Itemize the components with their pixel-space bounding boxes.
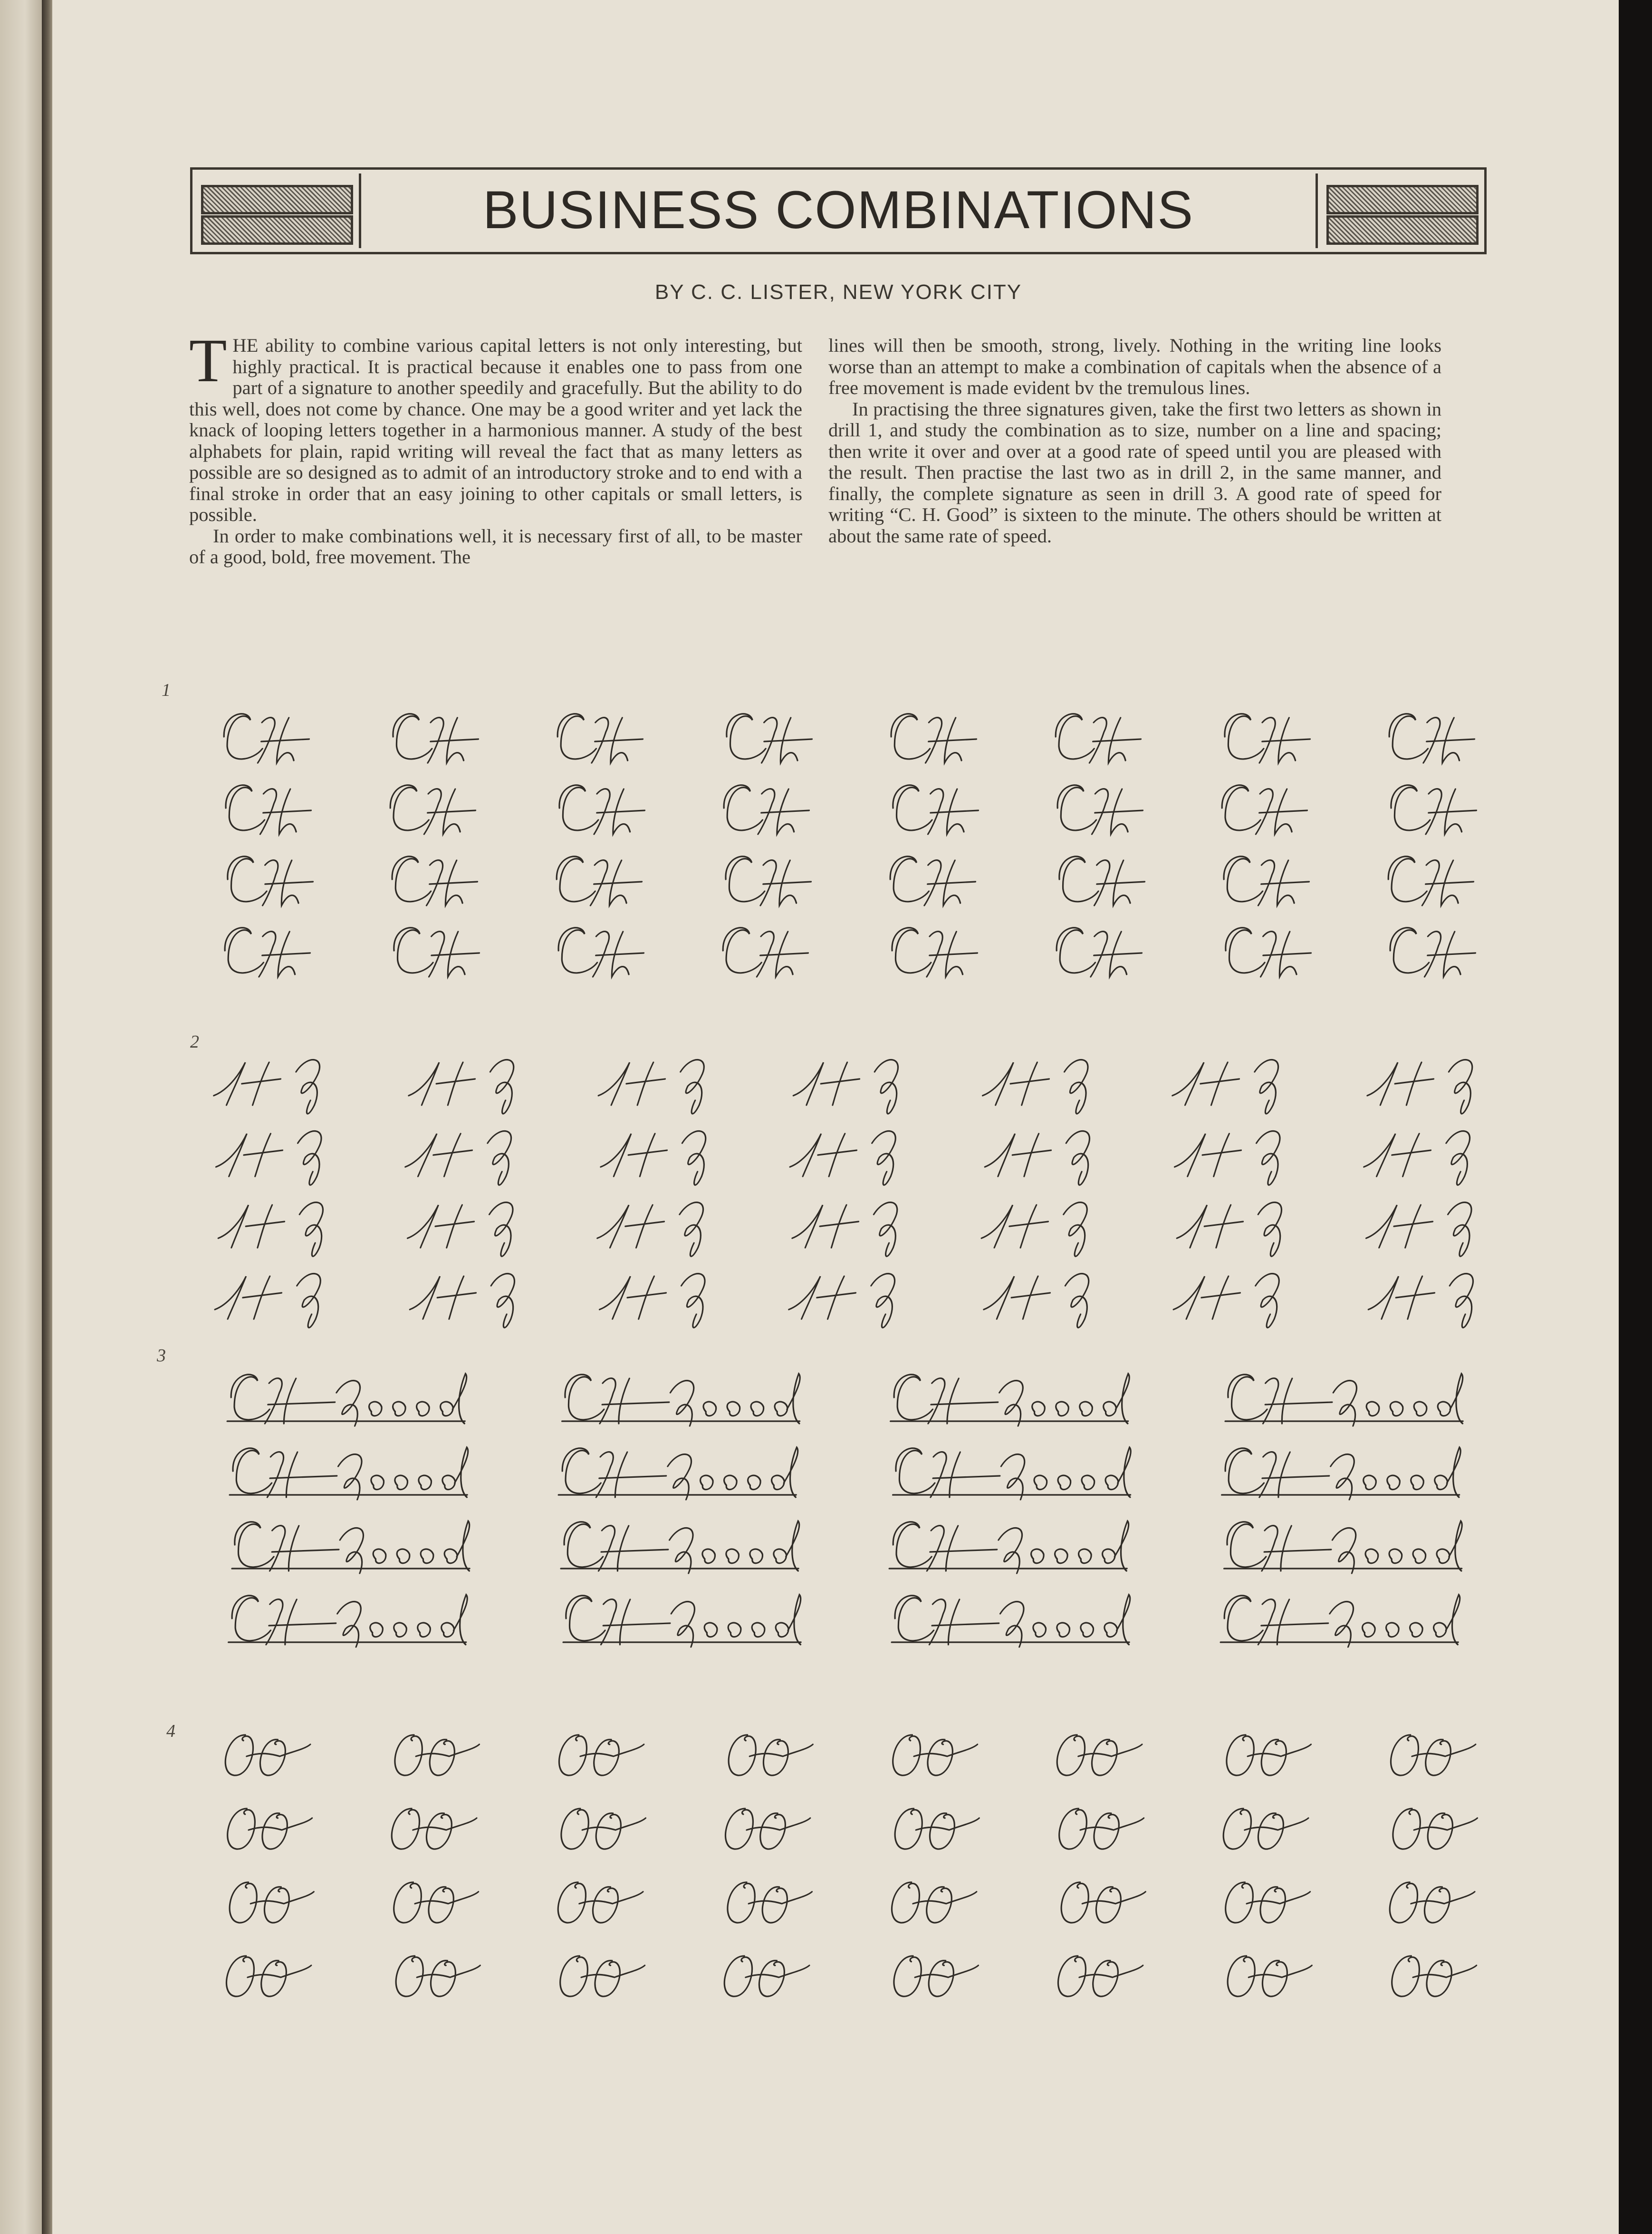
pen-stroke-glyph bbox=[715, 775, 815, 846]
pen-stroke-glyph bbox=[383, 775, 482, 846]
byline: BY C. C. LISTER, NEW YORK CITY bbox=[654, 280, 1022, 304]
script-specimen bbox=[694, 1937, 836, 2008]
pen-stroke-glyph bbox=[216, 775, 316, 846]
script-specimen bbox=[961, 1046, 1118, 1117]
script-specimen bbox=[195, 1512, 509, 1583]
pen-stroke-glyph bbox=[1170, 1257, 1294, 1333]
pen-stroke-glyph bbox=[216, 1716, 316, 1787]
pen-stroke-glyph bbox=[1214, 775, 1314, 846]
script-specimen bbox=[1027, 775, 1169, 846]
pen-stroke-glyph bbox=[787, 1115, 910, 1191]
script-specimen bbox=[578, 1117, 735, 1188]
pen-stroke-glyph bbox=[978, 1115, 1102, 1191]
script-specimen bbox=[1188, 1364, 1502, 1435]
pen-stroke-glyph bbox=[216, 1863, 316, 1935]
script-specimen bbox=[578, 1260, 735, 1331]
pen-stroke-glyph bbox=[549, 1790, 649, 1861]
pen-stroke-glyph bbox=[216, 1937, 316, 2008]
pen-stroke-glyph bbox=[216, 703, 316, 775]
script-specimen bbox=[526, 1512, 840, 1583]
drill-row bbox=[195, 1937, 1502, 2008]
drill-row bbox=[195, 703, 1502, 775]
pen-stroke-glyph bbox=[787, 1257, 910, 1333]
script-specimen bbox=[526, 1364, 840, 1435]
pen-stroke-glyph bbox=[383, 1937, 482, 2008]
drill-row bbox=[195, 1188, 1502, 1260]
script-specimen bbox=[694, 775, 836, 846]
script-specimen bbox=[195, 1260, 352, 1331]
pen-stroke-glyph bbox=[715, 917, 815, 989]
script-specimen bbox=[1359, 846, 1502, 917]
pen-stroke-glyph bbox=[595, 1186, 719, 1262]
hatched-bar bbox=[1326, 185, 1479, 214]
pen-stroke-glyph bbox=[882, 1863, 981, 1935]
script-specimen bbox=[361, 775, 504, 846]
script-specimen bbox=[195, 1188, 352, 1260]
pen-stroke-glyph bbox=[223, 1364, 480, 1435]
script-specimen bbox=[1027, 1863, 1169, 1935]
pen-stroke-glyph bbox=[787, 1186, 910, 1262]
pen-stroke-glyph bbox=[882, 846, 981, 917]
script-specimen bbox=[1188, 1438, 1502, 1509]
pen-stroke-glyph bbox=[1381, 1790, 1480, 1861]
script-specimen bbox=[1359, 1937, 1502, 2008]
pen-stroke-glyph bbox=[549, 1716, 649, 1787]
pen-stroke-glyph bbox=[403, 1257, 527, 1333]
pen-stroke-glyph bbox=[1381, 917, 1480, 989]
hatched-bar bbox=[201, 215, 353, 245]
script-specimen bbox=[1188, 1585, 1502, 1656]
pen-stroke-glyph bbox=[1381, 775, 1480, 846]
pen-stroke-glyph bbox=[1214, 917, 1314, 989]
script-specimen bbox=[528, 1863, 670, 1935]
page-title: BUSINESS COMBINATIONS bbox=[482, 180, 1194, 240]
drill-row bbox=[195, 1512, 1502, 1583]
pen-stroke-glyph bbox=[1362, 1257, 1485, 1333]
script-specimen bbox=[1188, 1512, 1502, 1583]
pen-stroke-glyph bbox=[1217, 1438, 1473, 1509]
drill-number: 4 bbox=[166, 1721, 175, 1741]
script-specimen bbox=[195, 846, 337, 917]
script-specimen bbox=[1345, 1117, 1502, 1188]
script-specimen bbox=[1193, 1716, 1335, 1787]
script-specimen bbox=[526, 1585, 840, 1656]
script-specimen bbox=[1193, 1863, 1335, 1935]
paragraph: lines will then be smooth, strong, lively. Nothing in the writing line looks worse than an attempt to make a combination of capitals when the absence of a free movement is made evident bv the tremulous lines. bbox=[828, 335, 1441, 398]
script-specimen bbox=[361, 1863, 504, 1935]
pen-stroke-glyph bbox=[1214, 846, 1314, 917]
pen-stroke-glyph bbox=[383, 703, 482, 775]
script-specimen bbox=[1359, 775, 1502, 846]
pen-stroke-glyph bbox=[978, 1257, 1102, 1333]
pen-stroke-glyph bbox=[211, 1186, 335, 1262]
script-specimen bbox=[694, 1863, 836, 1935]
drill-row bbox=[195, 1260, 1502, 1331]
drill-row bbox=[195, 1364, 1502, 1435]
script-specimen bbox=[860, 917, 1003, 989]
script-specimen bbox=[361, 917, 504, 989]
pen-stroke-glyph bbox=[549, 775, 649, 846]
pen-stroke-glyph bbox=[1170, 1186, 1294, 1262]
script-specimen bbox=[1193, 846, 1335, 917]
pen-stroke-glyph bbox=[223, 1438, 480, 1509]
script-specimen bbox=[1027, 846, 1169, 917]
pen-stroke-glyph bbox=[1048, 846, 1148, 917]
script-specimen bbox=[1027, 1716, 1169, 1787]
pen-stroke-glyph bbox=[1217, 1585, 1473, 1656]
pen-stroke-glyph bbox=[715, 846, 815, 917]
pen-stroke-glyph bbox=[216, 1790, 316, 1861]
script-specimen bbox=[528, 1716, 670, 1787]
pen-stroke-glyph bbox=[1048, 1716, 1148, 1787]
pen-stroke-glyph bbox=[885, 1585, 1142, 1656]
pen-stroke-glyph bbox=[549, 1937, 649, 2008]
script-specimen bbox=[195, 1863, 337, 1935]
script-specimen bbox=[857, 1438, 1171, 1509]
pen-stroke-glyph bbox=[383, 846, 482, 917]
script-specimen bbox=[1027, 917, 1169, 989]
drop-cap: T bbox=[189, 327, 227, 395]
script-specimen bbox=[386, 1188, 543, 1260]
script-specimen bbox=[1027, 1937, 1169, 2008]
pen-stroke-glyph bbox=[1048, 1790, 1148, 1861]
page bbox=[52, 0, 1619, 2234]
script-specimen bbox=[1193, 703, 1335, 775]
pen-stroke-glyph bbox=[383, 1863, 482, 1935]
script-specimen bbox=[694, 1716, 836, 1787]
paragraph: In order to make combinations well, it is necessary first of all, to be master of a good, bold, free movement. The bbox=[189, 525, 802, 568]
pen-stroke-glyph bbox=[882, 775, 981, 846]
script-specimen bbox=[361, 703, 504, 775]
script-specimen bbox=[195, 1438, 509, 1509]
script-specimen bbox=[361, 1716, 504, 1787]
drill-number: 1 bbox=[162, 680, 171, 700]
pen-stroke-glyph bbox=[216, 846, 316, 917]
pen-stroke-glyph bbox=[549, 703, 649, 775]
pen-stroke-glyph bbox=[216, 917, 316, 989]
pen-stroke-glyph bbox=[383, 1716, 482, 1787]
pen-stroke-glyph bbox=[211, 1043, 335, 1119]
drill-row bbox=[195, 1716, 1502, 1787]
book-gutter bbox=[42, 0, 52, 2234]
script-specimen bbox=[526, 1438, 840, 1509]
script-specimen bbox=[961, 1260, 1118, 1331]
pen-stroke-glyph bbox=[1214, 1790, 1314, 1861]
script-specimen bbox=[195, 1585, 509, 1656]
script-specimen bbox=[1153, 1188, 1310, 1260]
script-specimen bbox=[528, 917, 670, 989]
scan-border bbox=[1619, 0, 1652, 2234]
script-specimen bbox=[195, 703, 337, 775]
article-column-left bbox=[189, 327, 802, 568]
drill-row bbox=[195, 1117, 1502, 1188]
pen-stroke-glyph bbox=[555, 1438, 811, 1509]
pen-stroke-glyph bbox=[223, 1585, 480, 1656]
article-column-right bbox=[828, 335, 1441, 547]
pen-stroke-glyph bbox=[715, 1790, 815, 1861]
script-specimen bbox=[528, 846, 670, 917]
pen-stroke-glyph bbox=[1048, 917, 1148, 989]
script-specimen bbox=[1345, 1260, 1502, 1331]
pen-stroke-glyph bbox=[549, 917, 649, 989]
script-specimen bbox=[694, 846, 836, 917]
pen-stroke-glyph bbox=[211, 1257, 335, 1333]
banner-ornament-left bbox=[192, 173, 361, 248]
script-specimen bbox=[386, 1260, 543, 1331]
pen-stroke-glyph bbox=[715, 1863, 815, 1935]
script-specimen bbox=[1153, 1046, 1310, 1117]
previous-page-edge bbox=[0, 0, 42, 2234]
script-specimen bbox=[1027, 1790, 1169, 1861]
pen-stroke-glyph bbox=[555, 1512, 811, 1583]
pen-stroke-glyph bbox=[1048, 1937, 1148, 2008]
script-specimen bbox=[528, 1790, 670, 1861]
script-specimen bbox=[195, 1117, 352, 1188]
script-specimen bbox=[770, 1260, 927, 1331]
drill-number: 2 bbox=[190, 1032, 199, 1052]
script-specimen bbox=[961, 1188, 1118, 1260]
pen-stroke-glyph bbox=[383, 917, 482, 989]
drill-row bbox=[195, 846, 1502, 917]
script-specimen bbox=[1027, 703, 1169, 775]
script-specimen bbox=[860, 1937, 1003, 2008]
drill-row bbox=[195, 1585, 1502, 1656]
pen-stroke-glyph bbox=[403, 1115, 527, 1191]
script-specimen bbox=[770, 1046, 927, 1117]
pen-stroke-glyph bbox=[223, 1512, 480, 1583]
pen-stroke-glyph bbox=[595, 1043, 719, 1119]
script-specimen bbox=[528, 1937, 670, 2008]
pen-stroke-glyph bbox=[1214, 1937, 1314, 2008]
script-specimen bbox=[860, 1863, 1003, 1935]
pen-stroke-glyph bbox=[403, 1186, 527, 1262]
pen-stroke-glyph bbox=[383, 1790, 482, 1861]
script-specimen bbox=[694, 917, 836, 989]
pen-stroke-glyph bbox=[403, 1043, 527, 1119]
pen-stroke-glyph bbox=[1170, 1043, 1294, 1119]
pen-stroke-glyph bbox=[549, 1863, 649, 1935]
pen-stroke-glyph bbox=[595, 1257, 719, 1333]
drill-number: 3 bbox=[157, 1346, 166, 1366]
script-specimen bbox=[195, 1364, 509, 1435]
header-banner bbox=[190, 167, 1487, 254]
script-specimen bbox=[528, 775, 670, 846]
script-specimen bbox=[195, 1716, 337, 1787]
pen-stroke-glyph bbox=[978, 1186, 1102, 1262]
drill-row bbox=[195, 775, 1502, 846]
pen-stroke-glyph bbox=[1217, 1364, 1473, 1435]
script-specimen bbox=[195, 1046, 352, 1117]
pen-stroke-glyph bbox=[978, 1043, 1102, 1119]
script-specimen bbox=[770, 1117, 927, 1188]
pen-stroke-glyph bbox=[882, 703, 981, 775]
script-specimen bbox=[361, 1790, 504, 1861]
pen-stroke-glyph bbox=[1362, 1043, 1485, 1119]
pen-stroke-glyph bbox=[555, 1364, 811, 1435]
pen-stroke-glyph bbox=[885, 1438, 1142, 1509]
script-specimen bbox=[361, 1937, 504, 2008]
script-specimen bbox=[694, 703, 836, 775]
pen-stroke-glyph bbox=[1214, 1716, 1314, 1787]
pen-stroke-glyph bbox=[1048, 1863, 1148, 1935]
script-specimen bbox=[694, 1790, 836, 1861]
script-specimen bbox=[195, 917, 337, 989]
paragraph bbox=[189, 327, 802, 526]
script-specimen bbox=[857, 1512, 1171, 1583]
pen-stroke-glyph bbox=[1381, 703, 1480, 775]
pen-stroke-glyph bbox=[1170, 1115, 1294, 1191]
pen-stroke-glyph bbox=[1214, 703, 1314, 775]
pen-stroke-glyph bbox=[787, 1043, 910, 1119]
script-specimen bbox=[860, 1790, 1003, 1861]
script-specimen bbox=[857, 1364, 1171, 1435]
pen-stroke-glyph bbox=[595, 1115, 719, 1191]
script-specimen bbox=[860, 775, 1003, 846]
script-specimen bbox=[1345, 1046, 1502, 1117]
script-specimen bbox=[1359, 1716, 1502, 1787]
pen-stroke-glyph bbox=[715, 1716, 815, 1787]
pen-stroke-glyph bbox=[1362, 1186, 1485, 1262]
pen-stroke-glyph bbox=[1381, 1863, 1480, 1935]
paragraph-text: HE ability to combine various capital letters is not only interesting, but highly practical. It is practical because it enables one to pass from one part of a signature to another speedily and gracefully. But the ability to do this well, does not come by chance. One may be a good writer and yet lack the knack of looping letters together in a harmonious manner. A study of the best alphabets for plain, rapid writing will reveal the fact that as many letters as possible are so designed as to admit of an introductory stroke and to end with a final stroke in order that an easy joining to other capitals or small letters, is possible. bbox=[189, 335, 802, 525]
pen-stroke-glyph bbox=[1048, 703, 1148, 775]
script-specimen bbox=[1153, 1117, 1310, 1188]
pen-stroke-glyph bbox=[882, 1790, 981, 1861]
script-specimen bbox=[361, 846, 504, 917]
drill-row bbox=[195, 1790, 1502, 1861]
script-specimen bbox=[195, 775, 337, 846]
pen-stroke-glyph bbox=[882, 1937, 981, 2008]
script-specimen bbox=[1193, 917, 1335, 989]
script-specimen bbox=[860, 703, 1003, 775]
script-specimen bbox=[1193, 1937, 1335, 2008]
drill-row bbox=[195, 917, 1502, 989]
pen-stroke-glyph bbox=[555, 1585, 811, 1656]
drill-row bbox=[195, 1438, 1502, 1509]
script-specimen bbox=[770, 1188, 927, 1260]
drill-row bbox=[195, 1863, 1502, 1935]
drill-row bbox=[195, 1046, 1502, 1117]
script-specimen bbox=[1359, 703, 1502, 775]
script-specimen bbox=[857, 1585, 1171, 1656]
banner-ornament-right bbox=[1316, 173, 1484, 248]
pen-stroke-glyph bbox=[885, 1364, 1142, 1435]
paragraph: In practising the three signatures given, take the first two letters as shown in drill 1, and study the combination as to size, number on a line and spacing; then write it over and over at a good rate of speed until you are pleased with the result. Then practise the last two as in drill 2, in the same manner, and finally, the complete signature as seen in drill 3. A good rate of speed for writing “C. H. Good” is sixteen to the minute. The others should be written at about the same rate of speed. bbox=[828, 398, 1441, 547]
script-specimen bbox=[860, 1716, 1003, 1787]
script-specimen bbox=[961, 1117, 1118, 1188]
pen-stroke-glyph bbox=[882, 917, 981, 989]
script-specimen bbox=[1345, 1188, 1502, 1260]
script-specimen bbox=[195, 1790, 337, 1861]
pen-stroke-glyph bbox=[1048, 775, 1148, 846]
pen-stroke-glyph bbox=[715, 703, 815, 775]
pen-stroke-glyph bbox=[715, 1937, 815, 2008]
pen-stroke-glyph bbox=[1214, 1863, 1314, 1935]
pen-stroke-glyph bbox=[211, 1115, 335, 1191]
pen-stroke-glyph bbox=[1381, 846, 1480, 917]
pen-stroke-glyph bbox=[882, 1716, 981, 1787]
pen-stroke-glyph bbox=[1217, 1512, 1473, 1583]
script-specimen bbox=[1153, 1260, 1310, 1331]
pen-stroke-glyph bbox=[1381, 1716, 1480, 1787]
script-specimen bbox=[1359, 917, 1502, 989]
script-specimen bbox=[860, 846, 1003, 917]
script-specimen bbox=[195, 1937, 337, 2008]
script-specimen bbox=[528, 703, 670, 775]
pen-stroke-glyph bbox=[1381, 1937, 1480, 2008]
hatched-bar bbox=[201, 185, 353, 214]
script-specimen bbox=[1193, 775, 1335, 846]
script-specimen bbox=[578, 1188, 735, 1260]
hatched-bar bbox=[1326, 215, 1479, 245]
script-specimen bbox=[386, 1046, 543, 1117]
pen-stroke-glyph bbox=[1362, 1115, 1485, 1191]
script-specimen bbox=[1359, 1790, 1502, 1861]
script-specimen bbox=[578, 1046, 735, 1117]
pen-stroke-glyph bbox=[885, 1512, 1142, 1583]
script-specimen bbox=[386, 1117, 543, 1188]
pen-stroke-glyph bbox=[549, 846, 649, 917]
script-specimen bbox=[1193, 1790, 1335, 1861]
script-specimen bbox=[1359, 1863, 1502, 1935]
